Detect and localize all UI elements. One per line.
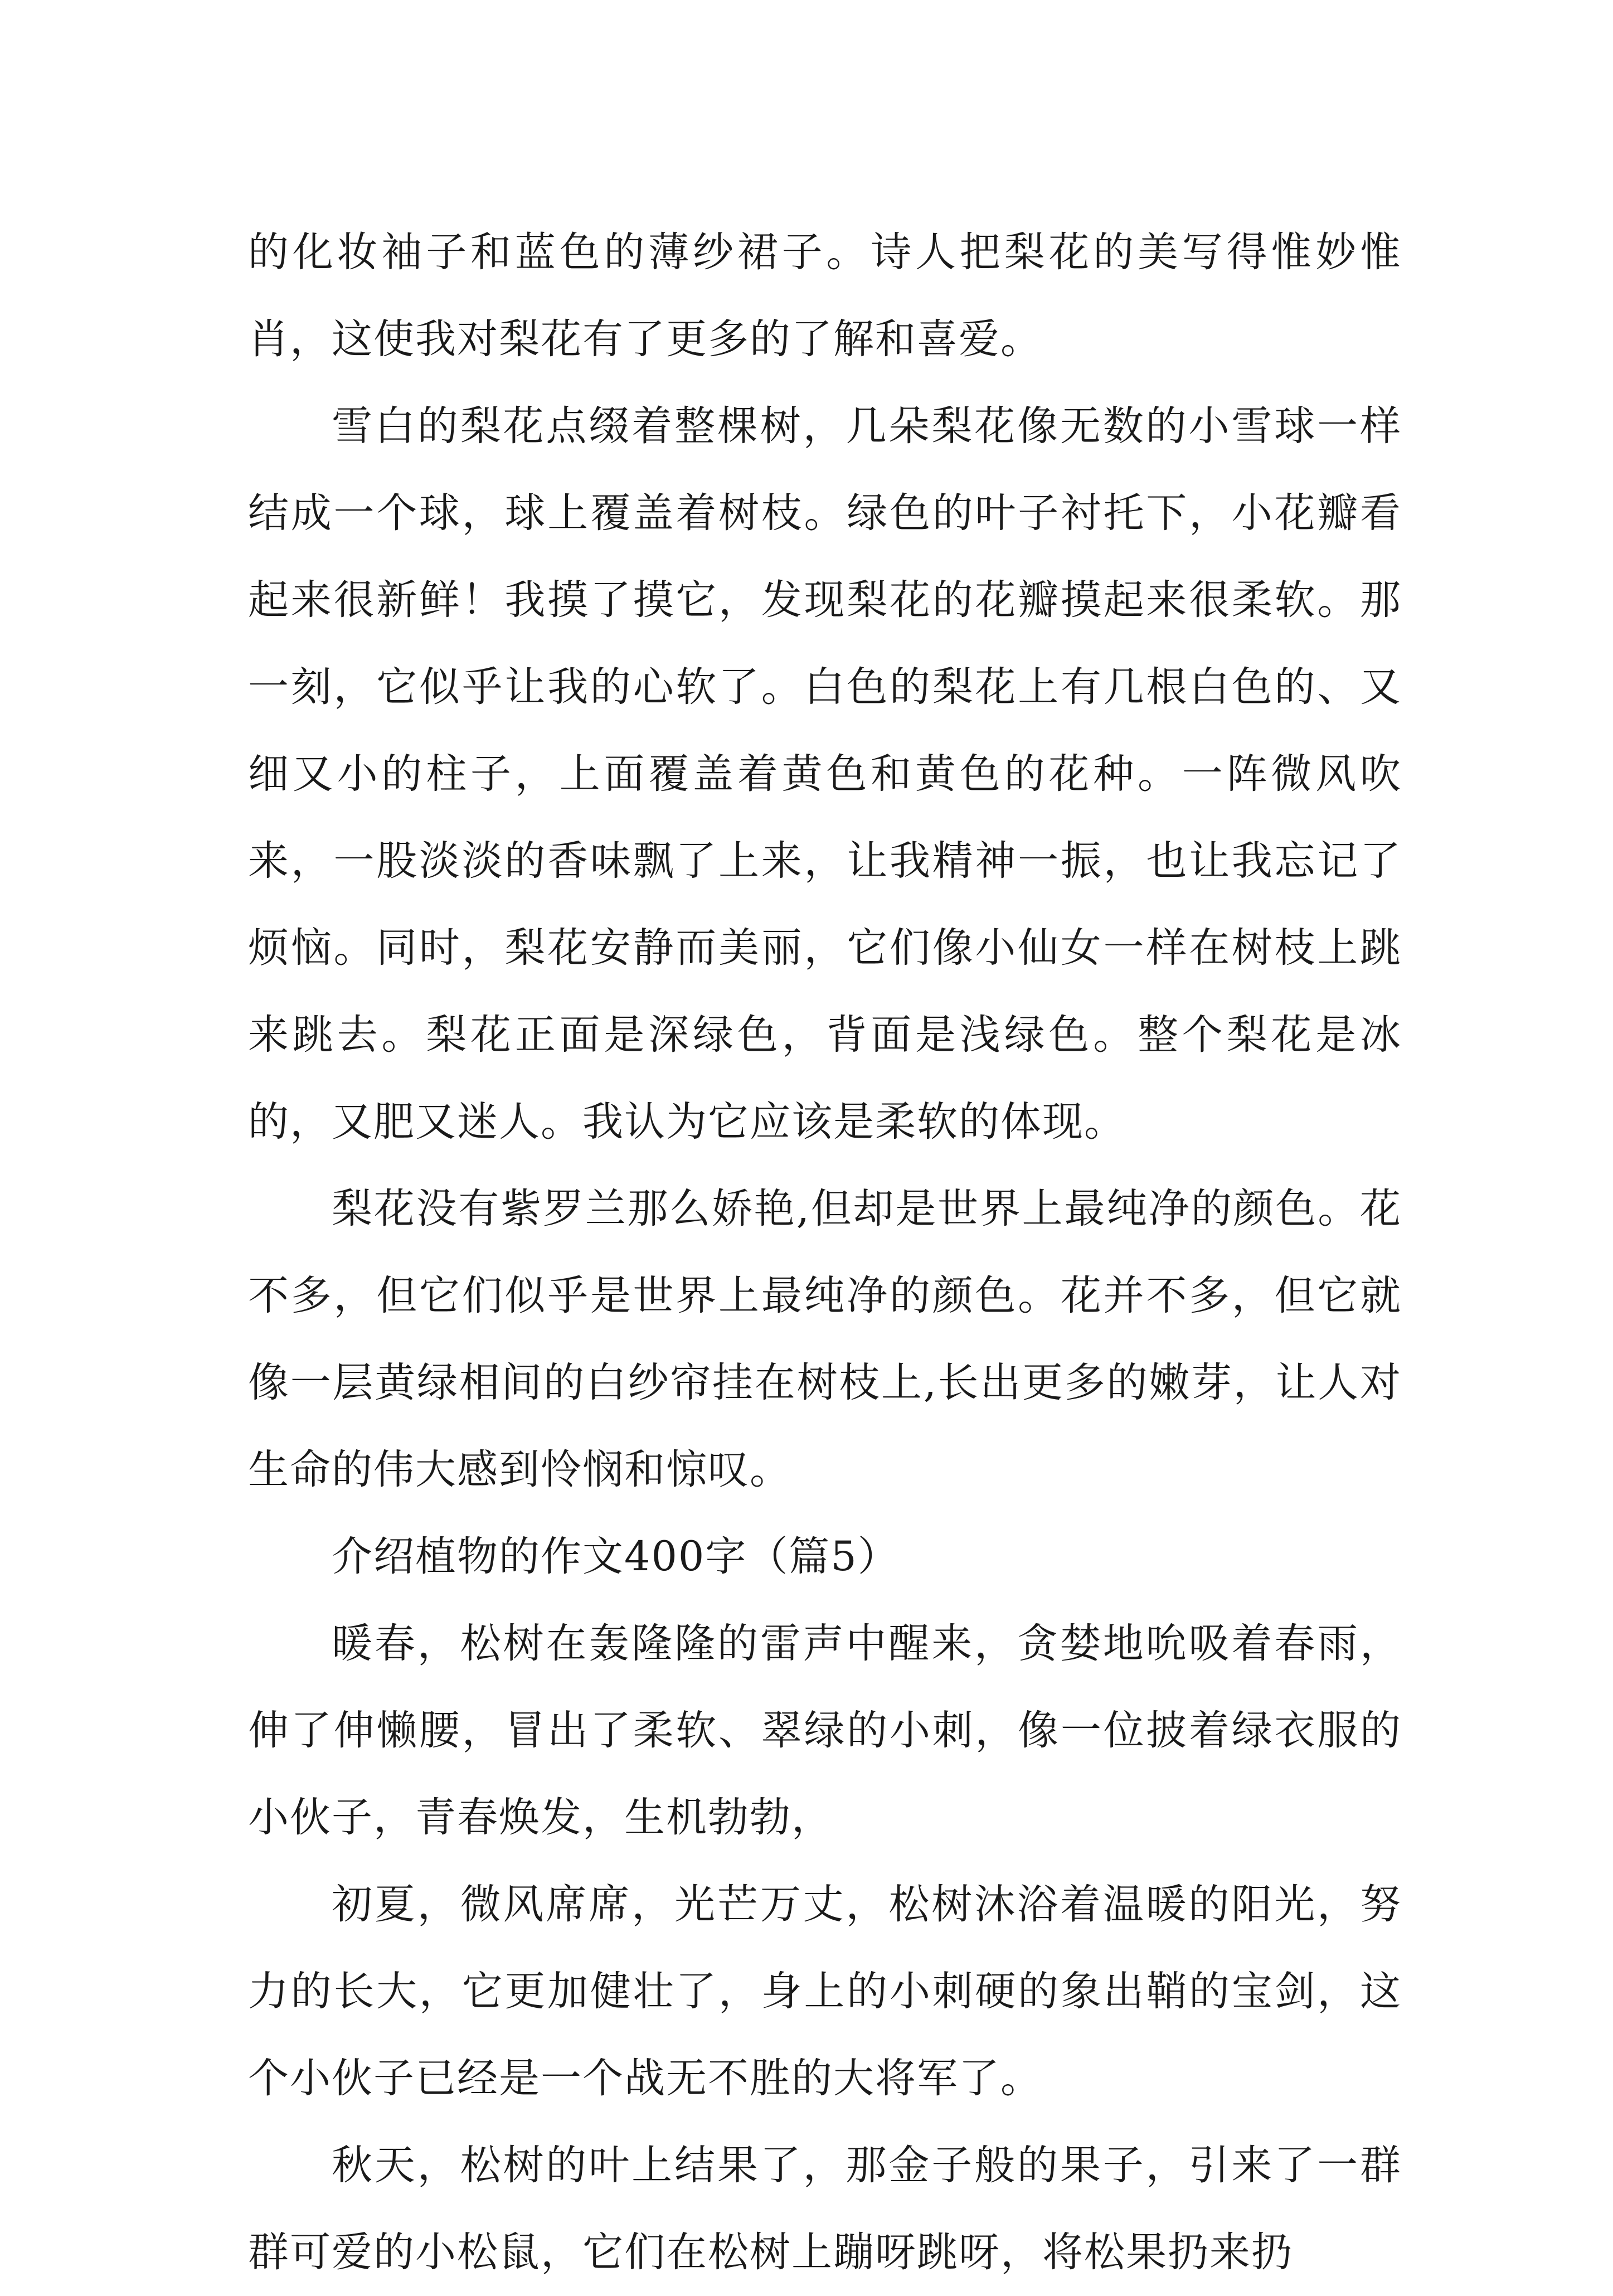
paragraph-5: 初夏，微风席席，光芒万丈，松树沐浴着温暖的阳光，努力的长大，它更加健壮了，身上的小刺硬的象出鞘的宝剑，这个小伙子已经是一个战无不胜的大将军了。 [248,1881,1402,2102]
paragraph-6: 秋天，松树的叶上结果了，那金子般的果子，引来了一群群可爱的小松鼠，它们在松树上蹦呀跳呀，将松果扔来扔 [248,2142,1402,2276]
paragraph-2: 雪白的梨花点缀着整棵树，几朵梨花像无数的小雪球一样结成一个球，球上覆盖着树枝。绿色的叶子衬托下，小花瓣看起来很新鲜！我摸了摸它，发现梨花的花瓣摸起来很柔软。那一刻，它似乎让我的心软了。白色的梨花上有几根白色的、又细又小的柱子，上面覆盖着黄色和黄色的花种。一阵微风吹来，一股淡淡的香味飘了上来，让我精神一振，也让我忘记了烦恼。同时，梨花安静而美丽，它们像小仙女一样在树枝上跳来跳去。梨花正面是深绿色，背面是浅绿色。整个梨花是冰的，又肥又迷人。我认为它应该是柔软的体现。 [248,402,1402,1145]
paragraph-3: 梨花没有紫罗兰那么娇艳,但却是世界上最纯净的颜色。花不多，但它们似乎是世界上最纯净的颜色。花并不多，但它就像一层黄绿相间的白纱帘挂在树枝上,长出更多的嫩芽，让人对生命的伟大感到怜悯和惊叹。 [248,1185,1402,1493]
paragraph-1: 的化妆袖子和蓝色的薄纱裙子。诗人把梨花的美写得惟妙惟肖，这使我对梨花有了更多的了解和喜爱。 [248,229,1402,363]
paragraph-4: 暖春，松树在轰隆隆的雷声中醒来，贪婪地吮吸着春雨，伸了伸懒腰，冒出了柔软、翠绿的小刺，像一位披着绿衣服的小伙子，青春焕发，生机勃勃， [248,1620,1402,1841]
body-text [248,209,1402,2296]
section-heading: 介绍植物的作文400字（篇5） [332,1533,900,1580]
